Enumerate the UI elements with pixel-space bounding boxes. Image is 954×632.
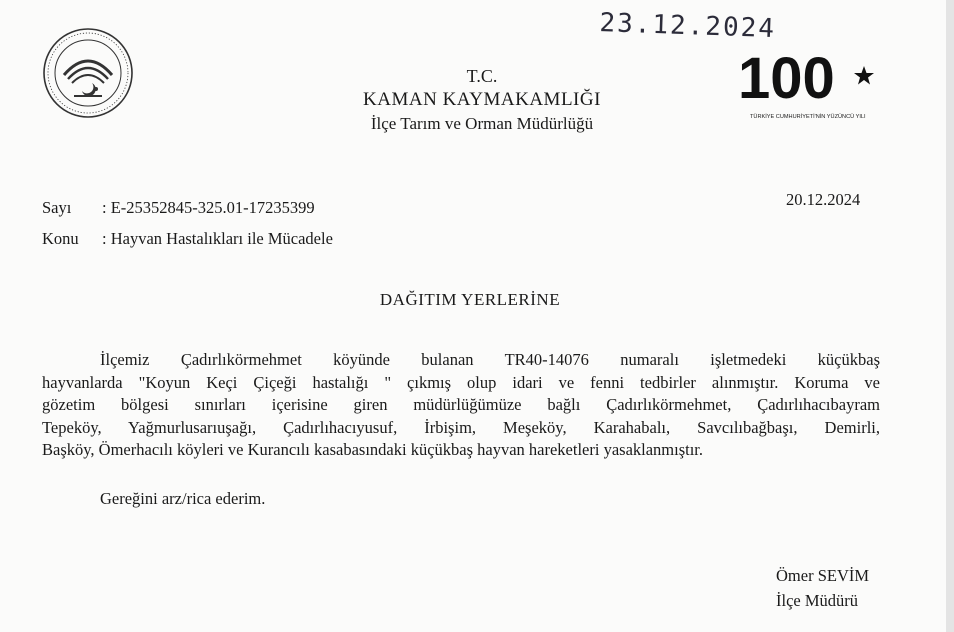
body-line: Başköy, Ömerhacılı köyleri ve Kurancılı kasabasındaki küçükbaş hayvan hareketleri yasaklanmıştır. — [42, 440, 704, 459]
letterhead — [300, 64, 664, 136]
konu-label: Konu — [42, 229, 79, 248]
page-edge — [946, 0, 954, 632]
konu-value: : Hayvan Hastalıkları ile Mücadele — [102, 229, 333, 248]
sayi-label: Sayı — [42, 198, 72, 217]
header-state: T.C. — [466, 66, 498, 86]
signature-block — [776, 563, 869, 613]
header-directorate: İlçe Tarım ve Orman Müdürlüğü — [370, 114, 594, 133]
reference-number-row — [42, 198, 315, 218]
letter-body — [42, 349, 880, 462]
header-office: KAMAN KAYMAKAMLIĞI — [363, 89, 601, 110]
ministry-seal-logo — [42, 27, 134, 119]
logo-100-numeral: 100 — [738, 46, 835, 111]
addressee: DAĞITIM YERLERİNE — [379, 290, 561, 309]
document-date: 20.12.2024 — [786, 190, 861, 209]
body-line: İlçemiz Çadırlıkörmehmet köyünde bulanan TR40-14076 numaralı işletmedeki küçükbaş — [100, 350, 880, 369]
body-line: Tepeköy, Yağmurlusarıuşağı, Çadırlıhacıyusuf, İrbişim, Meşeköy, Karahabalı, Savcılıbağbaşı, Demirli, — [42, 417, 880, 437]
signer-name: Ömer SEVİM — [776, 566, 870, 585]
logo-100-caption: TÜRKİYE CUMHURİYETİ'NİN YÜZÜNCÜ YILI — [750, 114, 866, 120]
signer-title: İlçe Müdürü — [776, 591, 859, 610]
republic-100-years-logo — [736, 44, 876, 122]
subject-row — [42, 229, 333, 249]
closing-line: Gereğini arz/rica ederim. — [100, 489, 266, 508]
body-line: gözetim bölgesi sınırları içerisine giren müdürlüğümüze bağlı Çadırlıkörmehmet, Çadırlıhacıbayram — [42, 395, 880, 414]
sayi-value: : E-25352845-325.01-17235399 — [102, 198, 315, 217]
body-line: hayvanlarda "Koyun Keçi Çiçeği hastalığı " çıkmış olup idari ve fenni tedbirler alınmıştır. Koruma ve — [42, 372, 880, 392]
handwritten-date: 23.12.2024 — [598, 8, 777, 45]
